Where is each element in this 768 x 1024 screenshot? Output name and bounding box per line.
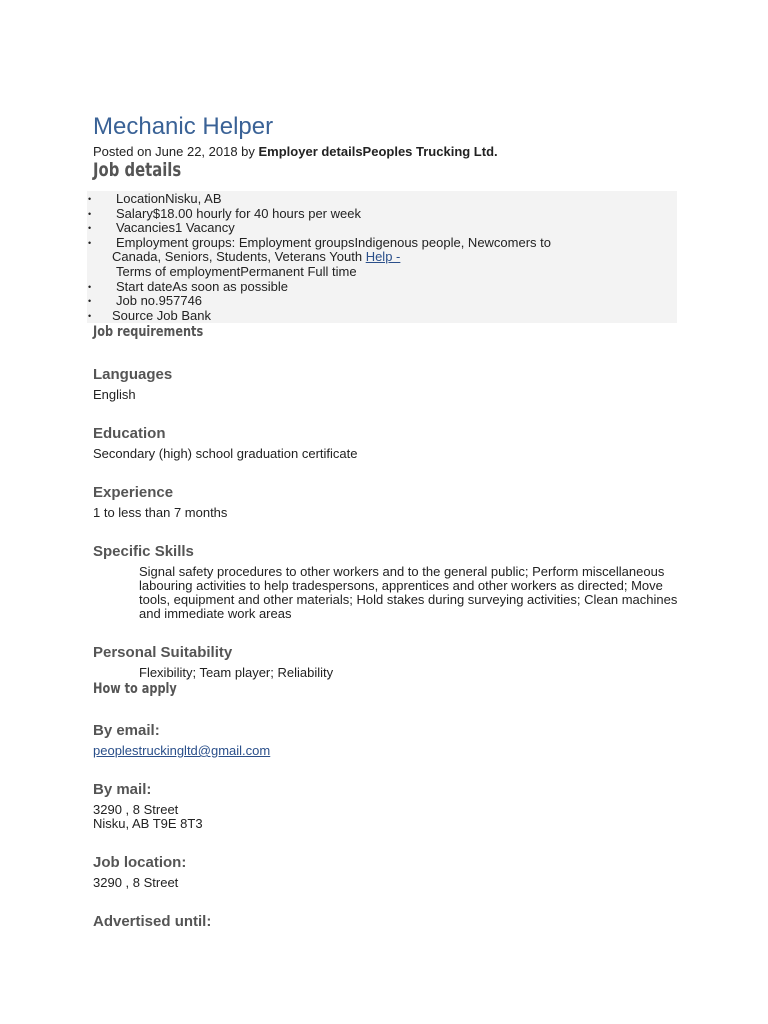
bullet-icon: •	[88, 208, 92, 219]
how-to-apply-heading: How to apply	[93, 681, 177, 697]
page-title: Mechanic Helper	[93, 113, 274, 140]
by-mail-heading: By mail:	[93, 781, 152, 798]
bullet-icon: •	[88, 296, 92, 307]
languages-value: English	[93, 387, 136, 402]
personal-suitability-value: Flexibility; Team player; Reliability	[139, 665, 334, 680]
list-item: • Source Job Bank	[88, 307, 212, 323]
help-link[interactable]: Help -	[365, 249, 401, 265]
education-heading: Education	[93, 425, 166, 442]
posted-line	[93, 144, 498, 159]
languages-heading: Languages	[93, 366, 173, 383]
job-location-value: 3290 , 8 Street	[93, 875, 179, 890]
job-requirements-heading: Job requirements	[93, 324, 204, 340]
job-details-heading: Job details	[93, 159, 182, 181]
specific-skills-heading: Specific Skills	[93, 543, 194, 560]
bullet-icon: •	[88, 237, 92, 248]
list-item: • Vacancies1 Vacancy	[88, 220, 235, 236]
bullet-icon: •	[88, 223, 92, 234]
posted-date: Posted on June 22, 2018 by	[93, 144, 259, 159]
bullet-icon: •	[88, 281, 92, 292]
personal-suitability-heading: Personal Suitability	[93, 644, 233, 661]
list-item: • Job no.957746	[88, 293, 203, 309]
experience-heading: Experience	[93, 484, 174, 501]
list-item: • Salary$18.00 hourly for 40 hours per week	[88, 205, 361, 221]
bullet-icon: •	[88, 194, 92, 204]
job-location-heading: Job location:	[93, 854, 187, 871]
list-item: • Employment groups: Employment groupsIndigenous people, Newcomers to	[88, 234, 552, 250]
employer-name: Employer detailsPeoples Trucking Ltd.	[258, 144, 498, 159]
job-details-list	[88, 191, 673, 323]
experience-value: 1 to less than 7 months	[93, 505, 228, 520]
email-link[interactable]: peoplestruckingltd@gmail.com	[93, 743, 271, 758]
mail-address-line2: Nisku, AB T9E 8T3	[93, 816, 203, 831]
specific-skills-value: Signal safety procedures to other workers and to the general public; Perform miscellaneous labouring activities to help tradespersons, apprentices and other workers as directed; Move tools, equipment and other materials; Hold stakes during surveying activities; Clean machines and immediate work areas	[139, 564, 678, 621]
advertised-until-heading: Advertised until:	[93, 913, 212, 930]
education-value: Secondary (high) school graduation certificate	[93, 446, 358, 461]
list-item-continuation: Canada, Seniors, Students, Veterans Youth Help -	[112, 249, 401, 265]
bullet-icon: •	[88, 310, 92, 321]
by-email-heading: By email:	[93, 722, 160, 739]
list-item: • Start dateAs soon as possible	[88, 278, 288, 294]
mail-address-line1: 3290 , 8 Street	[93, 802, 179, 817]
list-item: Terms of employmentPermanent Full time	[116, 263, 357, 279]
list-item: • LocationNisku, AB	[88, 191, 222, 206]
